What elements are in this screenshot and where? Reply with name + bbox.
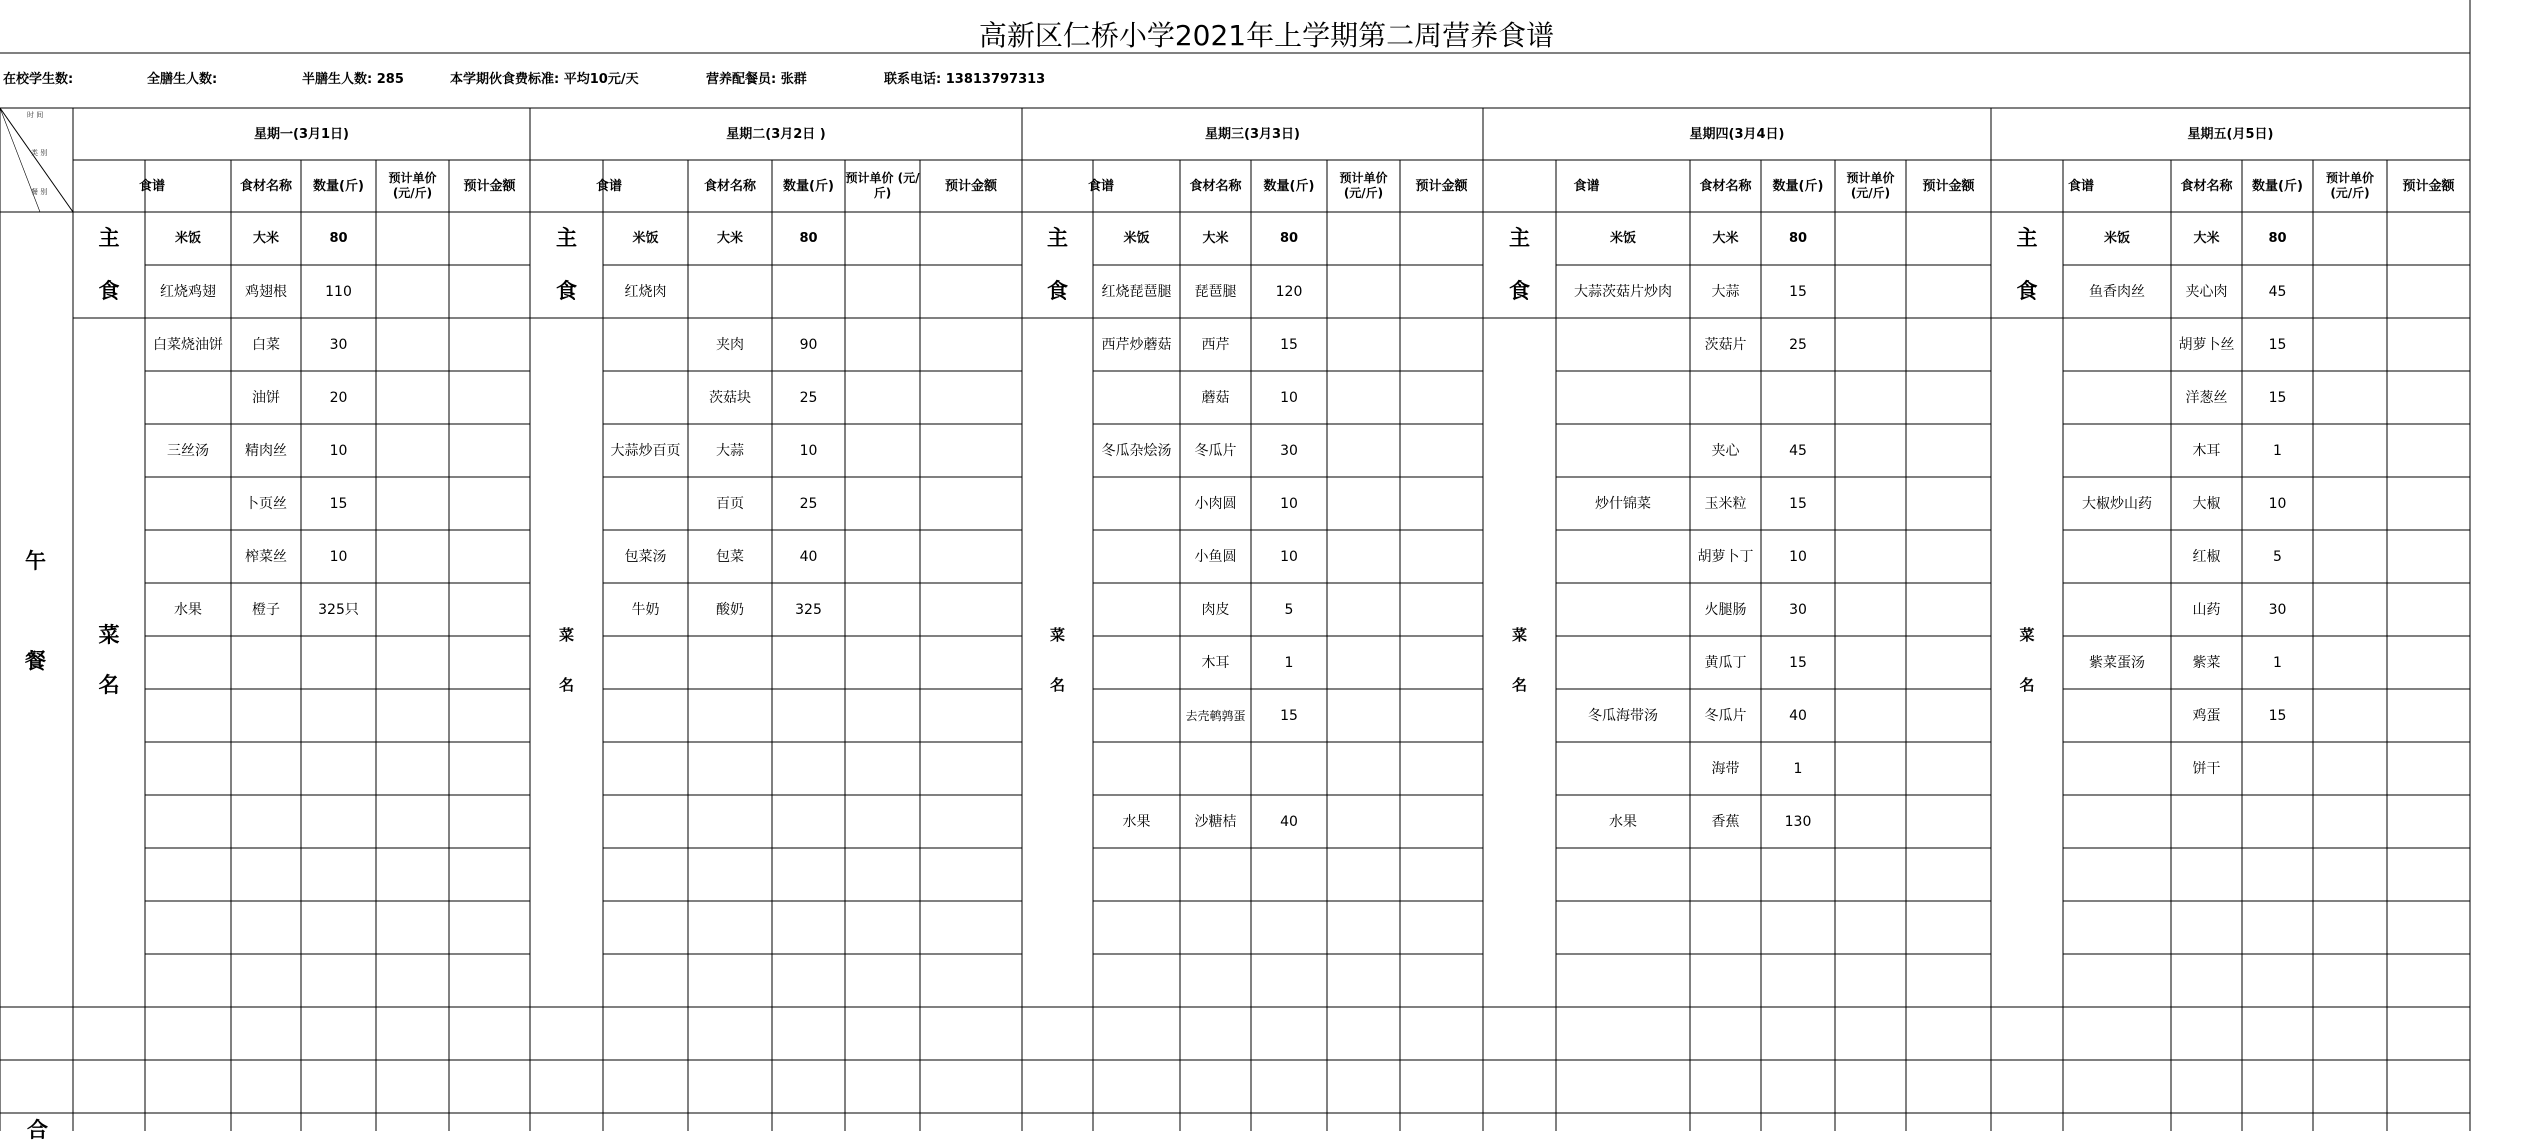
dish-quantity: [2242, 848, 2313, 901]
category-dish-2: 名: [2019, 675, 2035, 694]
col-recipe-header: 食谱: [2067, 178, 2094, 194]
dish-recipe: [1093, 371, 1180, 424]
dish-recipe: 水果: [174, 601, 202, 618]
col-recipe-header: 食谱: [1573, 178, 1600, 194]
dish-quantity: 10: [1789, 548, 1807, 565]
dish-ingredient: 鸡翅根: [245, 283, 287, 300]
dish-ingredient: 小鱼圆: [1194, 548, 1237, 565]
dish-ingredient: 茨菇片: [1704, 336, 1747, 353]
dish-quantity: 15: [1789, 283, 1807, 300]
dish-quantity: 10: [2268, 495, 2287, 512]
dish-recipe: 三丝汤: [167, 442, 209, 459]
dish-quantity: 25: [799, 389, 818, 406]
dish-quantity: 1: [1793, 760, 1803, 777]
col-unit-price-header: 预计单价 (元/斤): [2325, 171, 2374, 200]
dish-ingredient: 香蕉: [1711, 813, 1740, 830]
dish-ingredient: 黄瓜丁: [1704, 654, 1747, 671]
dish-quantity: [772, 689, 845, 742]
col-ingredient-header: 食材名称: [1189, 178, 1242, 194]
dish-quantity: [772, 742, 845, 795]
dish-quantity: 10: [799, 442, 818, 459]
dish-quantity: [1251, 742, 1327, 795]
col-recipe-header: 食谱: [595, 178, 622, 194]
dish-quantity: [2242, 742, 2313, 795]
category-dish-1: 菜: [1049, 625, 1065, 644]
dish-ingredient: [688, 636, 772, 689]
col-recipe-header: 食谱: [1087, 178, 1114, 194]
dish-quantity: 30: [2268, 601, 2287, 618]
col-ingredient-header: 食材名称: [2180, 178, 2233, 194]
dish-quantity: 45: [1789, 442, 1807, 459]
dish-quantity: 10: [1280, 495, 1298, 512]
dish-ingredient: [1180, 901, 1251, 954]
dish-ingredient: 火腿肠: [1704, 601, 1747, 618]
dish-ingredient: [1690, 848, 1761, 901]
dish-recipe: [145, 742, 231, 795]
col-amount-header: 预计金额: [463, 178, 516, 194]
dish-recipe: [2063, 901, 2171, 954]
dish-quantity: 325: [795, 601, 822, 618]
dish-recipe: 红烧鸡翅: [160, 283, 216, 300]
dish-quantity: 15: [1280, 707, 1298, 724]
dish-ingredient: 木耳: [2192, 442, 2221, 459]
staple-quantity: 80: [329, 231, 348, 246]
dish-recipe: [145, 477, 231, 530]
category-staple-2: 食: [1509, 279, 1530, 303]
col-amount-header: 预计金额: [1415, 178, 1468, 194]
category-dish-2: 名: [98, 672, 120, 697]
col-unit-price-header: 预计单价 (元/斤): [845, 171, 920, 200]
dish-quantity: [2242, 795, 2313, 848]
dish-recipe: [2063, 848, 2171, 901]
meal-label-lunch-2: 餐: [25, 649, 46, 673]
dish-ingredient: 山药: [2192, 601, 2221, 618]
staple-recipe: 米饭: [2103, 231, 2130, 246]
col-amount-header: 预计金额: [944, 178, 997, 194]
dish-ingredient: [231, 901, 301, 954]
col-amount-header: 预计金额: [1922, 178, 1975, 194]
dish-ingredient: 海带: [1711, 760, 1740, 777]
day-header-5: 星期五(月5日): [2187, 126, 2274, 142]
dish-quantity: [1251, 848, 1327, 901]
col-quantity-header: 数量(斤): [313, 178, 364, 194]
dish-recipe: 牛奶: [631, 601, 660, 618]
dish-recipe: [603, 636, 688, 689]
dish-quantity: 5: [2273, 548, 2282, 565]
dish-quantity: [1761, 848, 1835, 901]
dish-recipe: 红烧琵琶腿: [1101, 283, 1172, 300]
dish-quantity: 20: [329, 389, 348, 406]
col-unit-price-header: 预计单价 (元/斤): [388, 171, 437, 200]
staple-recipe: 米饭: [174, 231, 201, 246]
dish-recipe: [1093, 742, 1180, 795]
dish-recipe: [603, 795, 688, 848]
staple-ingredient: 大米: [1712, 231, 1739, 246]
dish-ingredient: 橙子: [252, 601, 280, 618]
grid-line: [0, 108, 73, 212]
col-amount-header: 预计金额: [2402, 178, 2455, 194]
dish-recipe: 大蒜茨菇片炒肉: [1574, 283, 1672, 300]
staple-quantity: 80: [1279, 231, 1299, 246]
dish-quantity: [301, 689, 376, 742]
dish-ingredient: 大蒜: [1711, 283, 1740, 300]
dish-ingredient: 小肉圆: [1194, 495, 1237, 512]
dish-quantity: 40: [1280, 813, 1298, 830]
dish-recipe: [1093, 848, 1180, 901]
col-ingredient-header: 食材名称: [1699, 178, 1752, 194]
col-quantity-header: 数量(斤): [1263, 178, 1315, 194]
dish-recipe: [2063, 689, 2171, 742]
corner-meal-label: 餐 别: [31, 188, 48, 196]
dish-quantity: 1: [1284, 654, 1294, 671]
dish-ingredient: 蘑菇: [1201, 389, 1230, 406]
dish-quantity: [301, 742, 376, 795]
dish-ingredient: 红椒: [2192, 548, 2221, 565]
dish-quantity: 10: [1280, 548, 1298, 565]
col-unit-price-header: 预计单价 (元/斤): [1846, 171, 1895, 200]
dish-ingredient: [2171, 901, 2242, 954]
dish-quantity: [772, 265, 845, 318]
staple-recipe: 米饭: [1123, 231, 1150, 246]
dish-quantity: [772, 848, 845, 901]
dish-recipe: [1093, 583, 1180, 636]
meal-fee-standard: 本学期伙食费标准: 平均10元/天: [450, 72, 639, 87]
dish-recipe: 水果: [1122, 813, 1151, 830]
category-staple-2: 食: [98, 279, 120, 303]
dish-ingredient: [688, 848, 772, 901]
col-quantity-header: 数量(斤): [2252, 178, 2303, 194]
dish-ingredient: 玉米粒: [1704, 495, 1747, 512]
dish-ingredient: 卜页丝: [245, 495, 287, 512]
dish-quantity: [301, 901, 376, 954]
dish-ingredient: 胡萝卜丁: [1697, 548, 1754, 565]
dish-recipe: 炒什锦菜: [1595, 495, 1651, 512]
dish-ingredient: 胡萝卜丝: [2178, 336, 2235, 353]
dish-ingredient: 去壳鹌鹑蛋: [1185, 708, 1246, 723]
dish-quantity: 1: [2273, 442, 2282, 459]
dish-quantity: 15: [329, 495, 348, 512]
staple-recipe: 米饭: [632, 231, 659, 246]
dish-ingredient: [688, 265, 772, 318]
dish-quantity: 15: [2268, 707, 2287, 724]
dish-quantity: 10: [1280, 389, 1298, 406]
dish-ingredient: 紫菜: [2192, 654, 2221, 671]
dish-ingredient: [231, 795, 301, 848]
dish-recipe: [1093, 477, 1180, 530]
staple-ingredient: 大米: [2193, 231, 2220, 246]
dish-quantity: 110: [325, 283, 352, 300]
dish-quantity: [1761, 371, 1835, 424]
dish-recipe: [1556, 371, 1690, 424]
dish-ingredient: [231, 848, 301, 901]
staple-ingredient: 大米: [1202, 231, 1229, 246]
dish-recipe: [2063, 371, 2171, 424]
category-staple-1: 主: [1047, 226, 1068, 250]
col-quantity-header: 数量(斤): [1772, 178, 1824, 194]
full-board-count: 全膳生人数:: [147, 72, 218, 87]
col-ingredient-header: 食材名称: [703, 178, 756, 194]
dish-ingredient: 夹心: [1711, 442, 1740, 459]
category-staple-1: 主: [2016, 226, 2038, 250]
day-header-1: 星期一(3月1日): [254, 126, 349, 142]
dish-quantity: [2242, 901, 2313, 954]
dish-quantity: 25: [799, 495, 818, 512]
col-recipe-header: 食谱: [138, 178, 165, 194]
dish-ingredient: [688, 742, 772, 795]
contact-phone: 联系电话: 13813797313: [884, 72, 1046, 87]
dish-ingredient: [2171, 848, 2242, 901]
staple-quantity: 80: [1788, 231, 1808, 246]
nutritionist: 营养配餐员: 张群: [706, 72, 807, 87]
category-staple-1: 主: [1509, 226, 1530, 250]
category-dish-1: 菜: [98, 622, 120, 647]
dish-recipe: [603, 848, 688, 901]
dish-recipe: [145, 371, 231, 424]
dish-recipe: [145, 848, 231, 901]
dish-recipe: [1556, 636, 1690, 689]
dish-recipe: 冬瓜海带汤: [1588, 707, 1658, 724]
dish-ingredient: [231, 636, 301, 689]
dish-recipe: [1093, 530, 1180, 583]
dish-quantity: 15: [2268, 336, 2287, 353]
dish-recipe: 紫菜蛋汤: [2089, 654, 2145, 671]
dish-ingredient: 饼干: [2192, 760, 2221, 777]
day-header-4: 星期四(3月4日): [1689, 126, 1785, 142]
dish-recipe: [603, 477, 688, 530]
meal-label-lunch-1: 午: [25, 549, 46, 573]
col-quantity-header: 数量(斤): [783, 178, 834, 194]
category-dish-1: 菜: [2019, 625, 2035, 644]
grid-line: [0, 108, 40, 212]
dish-recipe: 冬瓜杂烩汤: [1101, 442, 1172, 459]
dish-quantity: 15: [1280, 336, 1298, 353]
dish-quantity: [1761, 901, 1835, 954]
dish-ingredient: [688, 689, 772, 742]
half-board-count: 半膳生人数: 285: [302, 72, 404, 87]
dish-quantity: 40: [799, 548, 818, 565]
dish-ingredient: 榨菜丝: [245, 548, 287, 565]
dish-quantity: [772, 636, 845, 689]
dish-ingredient: 百页: [716, 495, 744, 512]
category-dish-2: 名: [1049, 675, 1065, 694]
day-header-3: 星期三(3月3日): [1205, 126, 1300, 142]
category-dish-1: 菜: [1511, 625, 1527, 644]
dish-quantity: 40: [1789, 707, 1807, 724]
dish-ingredient: 夹肉: [716, 336, 744, 353]
day-header-2: 星期二(3月2日 ): [726, 126, 826, 142]
col-ingredient-header: 食材名称: [239, 178, 292, 194]
dish-ingredient: [231, 742, 301, 795]
dish-recipe: [1556, 742, 1690, 795]
dish-ingredient: 白菜: [252, 336, 280, 353]
dish-recipe: 白菜烧油饼: [153, 336, 223, 353]
dish-recipe: [1556, 318, 1690, 371]
category-staple-2: 食: [1047, 279, 1068, 303]
staple-recipe: 米饭: [1609, 231, 1636, 246]
dish-recipe: [145, 901, 231, 954]
dish-ingredient: 酸奶: [716, 601, 744, 618]
dish-quantity: 10: [329, 548, 348, 565]
staple-quantity: 80: [2268, 231, 2287, 246]
corner-time-label: 时 间: [27, 111, 44, 119]
dish-quantity: [301, 848, 376, 901]
dish-ingredient: 琵琶腿: [1194, 283, 1237, 300]
staple-ingredient: 大米: [716, 231, 743, 246]
meal-label-next: 合: [27, 1118, 48, 1142]
staple-ingredient: 大米: [252, 231, 279, 246]
dish-ingredient: 大椒: [2192, 495, 2221, 512]
dish-ingredient: [231, 689, 301, 742]
dish-recipe: [1556, 530, 1690, 583]
dish-ingredient: [1690, 901, 1761, 954]
col-unit-price-header: 预计单价 (元/斤): [1339, 171, 1388, 200]
dish-ingredient: 冬瓜片: [1194, 442, 1237, 459]
category-staple-1: 主: [556, 226, 577, 250]
dish-recipe: [1093, 689, 1180, 742]
dish-quantity: 30: [1789, 601, 1807, 618]
dish-recipe: [1556, 848, 1690, 901]
corner-category-label: 类 别: [31, 149, 48, 157]
dish-recipe: [1556, 901, 1690, 954]
dish-recipe: 红烧肉: [624, 283, 667, 300]
dish-recipe: [1093, 901, 1180, 954]
dish-recipe: 西芹炒蘑菇: [1101, 336, 1172, 353]
dish-quantity: 15: [1789, 495, 1807, 512]
dish-quantity: [772, 795, 845, 848]
students-count: 在校学生数:: [3, 72, 74, 87]
dish-recipe: [1556, 424, 1690, 477]
dish-quantity: 10: [329, 442, 348, 459]
dish-ingredient: 肉皮: [1201, 601, 1230, 618]
dish-quantity: 30: [1280, 442, 1298, 459]
dish-recipe: [1093, 636, 1180, 689]
dish-recipe: [2063, 795, 2171, 848]
dish-ingredient: 冬瓜片: [1704, 707, 1747, 724]
dish-quantity: 25: [1789, 336, 1807, 353]
dish-recipe: [2063, 742, 2171, 795]
dish-recipe: [2063, 318, 2171, 371]
dish-quantity: [301, 636, 376, 689]
category-staple-1: 主: [98, 226, 120, 250]
dish-quantity: [772, 901, 845, 954]
dish-recipe: [603, 371, 688, 424]
dish-quantity: 15: [2268, 389, 2287, 406]
dish-ingredient: [688, 795, 772, 848]
dish-recipe: 包菜汤: [624, 548, 667, 565]
dish-ingredient: 油饼: [252, 389, 280, 406]
category-dish-2: 名: [1511, 675, 1527, 694]
dish-recipe: [145, 689, 231, 742]
dish-recipe: 鱼香肉丝: [2089, 283, 2145, 300]
dish-recipe: [145, 636, 231, 689]
dish-quantity: [301, 795, 376, 848]
category-staple-2: 食: [2016, 279, 2038, 303]
dish-recipe: [603, 689, 688, 742]
dish-quantity: 325只: [318, 601, 359, 618]
dish-recipe: [1556, 583, 1690, 636]
dish-ingredient: [2171, 795, 2242, 848]
dish-ingredient: 鸡蛋: [2192, 707, 2221, 724]
dish-recipe: [603, 901, 688, 954]
dish-recipe: [2063, 530, 2171, 583]
dish-quantity: 15: [1789, 654, 1807, 671]
dish-recipe: 水果: [1609, 813, 1637, 830]
dish-quantity: 120: [1275, 283, 1303, 300]
dish-ingredient: 木耳: [1201, 654, 1230, 671]
dish-recipe: 大椒炒山药: [2082, 495, 2152, 512]
dish-quantity: [1251, 901, 1327, 954]
dish-ingredient: 夹心肉: [2185, 283, 2228, 300]
dish-quantity: 5: [1284, 601, 1294, 618]
dish-quantity: 45: [2268, 283, 2287, 300]
dish-ingredient: [688, 901, 772, 954]
dish-ingredient: 包菜: [716, 548, 744, 565]
dish-recipe: [603, 742, 688, 795]
dish-quantity: 30: [329, 336, 348, 353]
dish-ingredient: [1690, 371, 1761, 424]
dish-ingredient: 大蒜: [716, 442, 744, 459]
page-title: 高新区仁桥小学2021年上学期第二周营养食谱: [978, 19, 1555, 52]
dish-ingredient: 精肉丝: [245, 442, 287, 459]
category-dish-2: 名: [558, 675, 574, 694]
dish-recipe: [2063, 583, 2171, 636]
dish-quantity: 90: [799, 336, 818, 353]
category-staple-2: 食: [556, 279, 577, 303]
dish-recipe: [2063, 424, 2171, 477]
dish-recipe: [603, 318, 688, 371]
category-dish-1: 菜: [558, 625, 574, 644]
dish-quantity: 1: [2273, 654, 2282, 671]
staple-quantity: 80: [799, 231, 818, 246]
dish-ingredient: [1180, 848, 1251, 901]
dish-recipe: 大蒜炒百页: [610, 442, 681, 459]
dish-ingredient: 茨菇块: [709, 389, 751, 406]
dish-ingredient: [1180, 742, 1251, 795]
dish-ingredient: 西芹: [1201, 336, 1230, 353]
dish-ingredient: 沙糖桔: [1194, 813, 1237, 830]
dish-recipe: [145, 795, 231, 848]
dish-quantity: 130: [1784, 813, 1812, 830]
dish-recipe: [145, 530, 231, 583]
dish-ingredient: 洋葱丝: [2185, 389, 2228, 406]
